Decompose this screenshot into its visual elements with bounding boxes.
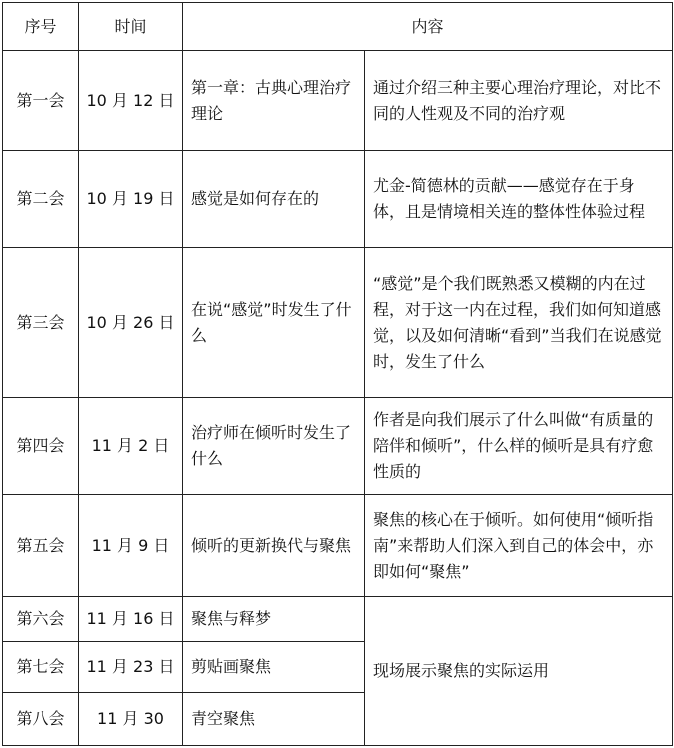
session-date: 11 月 9 日 [79, 495, 183, 597]
session-index: 第八会 [3, 693, 79, 746]
session-index: 第七会 [3, 642, 79, 693]
session-topic: 聚焦与释梦 [183, 597, 365, 642]
session-index: 第二会 [3, 151, 79, 248]
session-date: 11 月 16 日 [79, 597, 183, 642]
table-row [3, 51, 673, 151]
header-content: 内容 [183, 3, 673, 51]
table-row [3, 398, 673, 495]
session-desc: 聚焦的核心在于倾听。如何使用“倾听指南”来帮助人们深入到自己的体会中，亦即如何“聚焦” [365, 495, 673, 597]
session-topic: 感觉是如何存在的 [183, 151, 365, 248]
session-desc: 通过介绍三种主要心理治疗理论，对比不同的人性观及不同的治疗观 [365, 51, 673, 151]
session-index: 第一会 [3, 51, 79, 151]
table-row [3, 495, 673, 597]
session-topic: 青空聚焦 [183, 693, 365, 746]
session-date: 11 月 2 日 [79, 398, 183, 495]
session-index: 第六会 [3, 597, 79, 642]
session-index: 第四会 [3, 398, 79, 495]
header-time: 时间 [79, 3, 183, 51]
session-desc: “感觉”是个我们既熟悉又模糊的内在过程，对于这一内在过程，我们如何知道感觉，以及如何清晰“看到”当我们在说感觉时，发生了什么 [365, 248, 673, 398]
session-desc: 尤金-简德林的贡献——感觉存在于身体，且是情境相关连的整体性体验过程 [365, 151, 673, 248]
session-desc: 作者是向我们展示了什么叫做“有质量的陪伴和倾听”，什么样的倾听是具有疗愈性质的 [365, 398, 673, 495]
session-date: 10 月 26 日 [79, 248, 183, 398]
session-desc: 现场展示聚焦的实际运用 [365, 597, 673, 746]
table-row [3, 151, 673, 248]
table-row [3, 248, 673, 398]
session-index: 第五会 [3, 495, 79, 597]
session-date: 10 月 19 日 [79, 151, 183, 248]
session-topic: 治疗师在倾听时发生了什么 [183, 398, 365, 495]
session-topic: 剪贴画聚焦 [183, 642, 365, 693]
header-index: 序号 [3, 3, 79, 51]
session-date: 11 月 30 [79, 693, 183, 746]
header-row [3, 3, 673, 51]
schedule-table [2, 2, 673, 746]
session-date: 10 月 12 日 [79, 51, 183, 151]
session-topic: 第一章：古典心理治疗理论 [183, 51, 365, 151]
session-index: 第三会 [3, 248, 79, 398]
session-topic: 倾听的更新换代与聚焦 [183, 495, 365, 597]
session-date: 11 月 23 日 [79, 642, 183, 693]
session-topic: 在说“感觉”时发生了什么 [183, 248, 365, 398]
table-row [3, 597, 673, 642]
